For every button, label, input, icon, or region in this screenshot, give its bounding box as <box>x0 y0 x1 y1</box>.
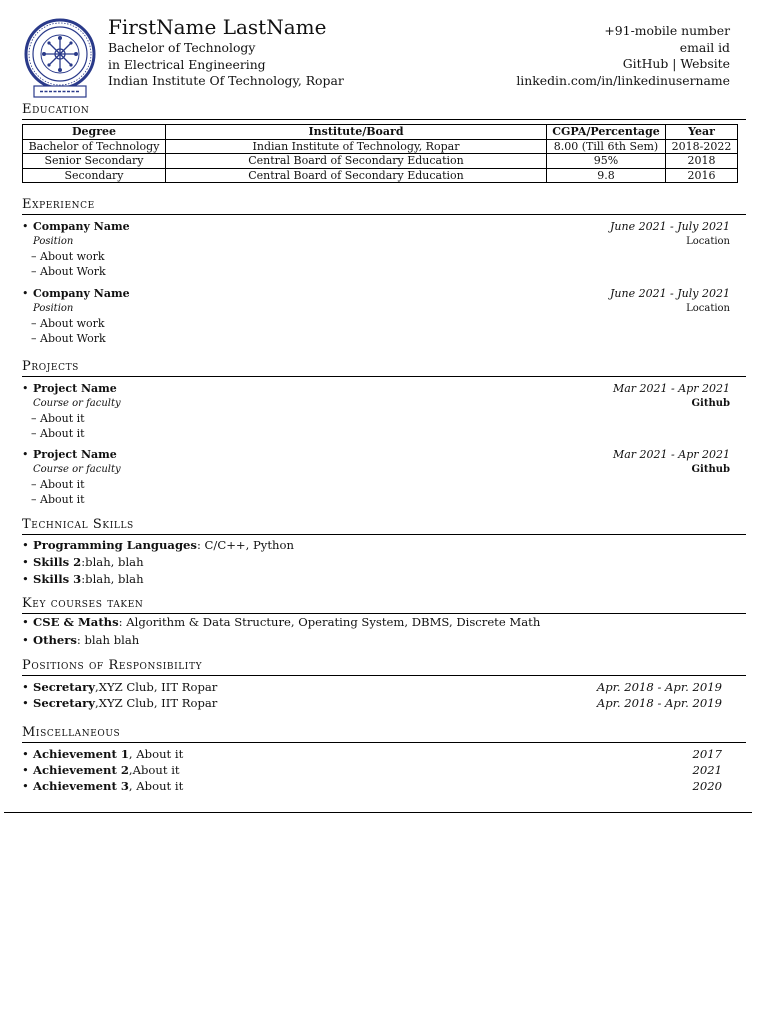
achievement-year: 2017 <box>692 747 722 761</box>
cell-cgpa: 9.8 <box>547 168 666 183</box>
achievement-label: Achievement 3 <box>33 779 129 793</box>
cell-cgpa: 95% <box>547 154 666 169</box>
header-degree: Degree <box>23 125 166 140</box>
project-entry <box>22 447 730 507</box>
company-name: Company Name <box>33 287 130 300</box>
table-row <box>23 139 738 154</box>
bullet-icon: • <box>22 572 29 586</box>
section-heading-education: Education <box>22 101 746 120</box>
bullet-icon: • <box>22 382 29 395</box>
position-dates: Apr. 2018 - Apr. 2019 <box>596 680 722 694</box>
header-education-info <box>108 40 344 90</box>
skill-separator: : <box>81 572 86 586</box>
institute-line: Indian Institute Of Technology, Ropar <box>108 73 344 88</box>
project-point: – About it <box>31 478 85 491</box>
table-row <box>23 154 738 169</box>
position-value: ,XYZ Club, IIT Ropar <box>95 696 218 710</box>
github-link[interactable]: Github <box>691 398 730 409</box>
section-heading-courses: Key courses taken <box>22 595 746 614</box>
position-value: ,XYZ Club, IIT Ropar <box>95 680 218 694</box>
bullet-icon: • <box>22 633 29 647</box>
section-heading-positions: Positions of Responsibility <box>22 657 746 676</box>
project-point: – About it <box>31 427 85 440</box>
list-item <box>22 778 730 794</box>
list-item <box>22 632 730 648</box>
cell-degree: Secondary <box>23 168 166 183</box>
education-table <box>22 124 738 183</box>
github-link[interactable]: Github <box>691 464 730 475</box>
course-label: CSE & Maths <box>33 615 119 629</box>
experience-dates: June 2021 - July 2021 <box>609 287 730 300</box>
education-header-row <box>23 125 738 140</box>
list-item <box>22 614 730 630</box>
achievement-value: ,About it <box>128 763 180 777</box>
bullet-icon: • <box>22 779 29 793</box>
institute-logo <box>20 16 100 100</box>
bullet-icon: • <box>22 680 29 694</box>
skill-label: Skills 3 <box>33 572 82 586</box>
cell-institute: Indian Institute of Technology, Ropar <box>166 139 547 154</box>
position-dates: Apr. 2018 - Apr. 2019 <box>596 696 722 710</box>
bullet-icon: • <box>22 555 29 569</box>
skill-label: Skills 2 <box>33 555 82 569</box>
cell-year: 2016 <box>666 168 738 183</box>
experience-dates: June 2021 - July 2021 <box>609 220 730 233</box>
cell-institute: Central Board of Secondary Education <box>166 168 547 183</box>
achievement-year: 2021 <box>692 763 722 777</box>
list-item <box>22 571 730 587</box>
experience-entry <box>22 219 730 279</box>
position-label: Secretary <box>33 696 96 710</box>
achievement-year: 2020 <box>692 779 722 793</box>
project-point: – About it <box>31 412 85 425</box>
list-item <box>22 554 730 570</box>
bullet-icon: • <box>22 220 29 233</box>
experience-entry <box>22 286 730 346</box>
degree-line: Bachelor of Technology <box>108 40 256 55</box>
section-heading-experience: Experience <box>22 196 746 215</box>
position-title: Position <box>33 236 74 247</box>
work-point: – About Work <box>31 265 106 278</box>
bullet-icon: • <box>22 747 29 761</box>
header-cgpa: CGPA/Percentage <box>547 125 666 140</box>
cell-degree: Senior Secondary <box>23 154 166 169</box>
course-or-faculty: Course or faculty <box>33 398 121 409</box>
table-row <box>23 168 738 183</box>
linkedin-link[interactable]: linkedin.com/in/linkedinusername <box>516 72 730 88</box>
cell-institute: Central Board of Secondary Education <box>166 154 547 169</box>
skill-separator: : <box>196 538 201 552</box>
section-heading-misc: Miscellaneous <box>22 724 746 743</box>
work-point: – About Work <box>31 332 106 345</box>
position-label: Secretary <box>33 680 96 694</box>
project-point: – About it <box>31 493 85 506</box>
section-heading-projects: Projects <box>22 358 746 377</box>
position-title: Position <box>33 303 74 314</box>
skill-value: C/C++, Python <box>200 538 294 552</box>
skill-separator: : <box>81 555 86 569</box>
bullet-icon: • <box>22 287 29 300</box>
project-entry <box>22 381 730 441</box>
section-heading-skills: Technical Skills <box>22 516 746 535</box>
candidate-name: FirstName LastName <box>108 15 327 39</box>
branch-line: in Electrical Engineering <box>108 56 266 72</box>
project-dates: Mar 2021 - Apr 2021 <box>612 382 730 395</box>
skill-label: Programming Languages <box>33 538 197 552</box>
achievement-label: Achievement 1 <box>33 747 129 761</box>
header-institute: Institute/Board <box>166 125 547 140</box>
work-point: – About work <box>31 317 105 330</box>
cell-year: 2018-2022 <box>666 139 738 154</box>
list-item <box>22 695 730 711</box>
course-separator: : <box>76 633 81 647</box>
company-name: Company Name <box>33 220 130 233</box>
cell-cgpa: 8.00 (Till 6th Sem) <box>547 139 666 154</box>
course-or-faculty: Course or faculty <box>33 464 121 475</box>
skill-value: blah, blah <box>85 555 144 569</box>
project-name: Project Name <box>33 448 117 461</box>
achievement-label: Achievement 2 <box>33 763 129 777</box>
list-item <box>22 537 730 553</box>
work-point: – About work <box>31 250 105 263</box>
course-value: Algorithm & Data Structure, Operating System, DBMS, Discrete Math <box>122 615 541 629</box>
location: Location <box>686 236 730 247</box>
achievement-value: , About it <box>128 747 184 761</box>
bottom-divider <box>4 812 752 813</box>
course-separator: : <box>118 615 123 629</box>
achievement-value: , About it <box>128 779 184 793</box>
course-value: blah blah <box>80 633 140 647</box>
cell-degree: Bachelor of Technology <box>23 139 166 154</box>
list-item <box>22 762 730 778</box>
github-website-links[interactable]: GitHub | Website <box>622 56 730 71</box>
skill-value: blah, blah <box>85 572 144 586</box>
cell-year: 2018 <box>666 154 738 169</box>
email-link[interactable]: email id <box>679 39 730 55</box>
list-item <box>22 746 730 762</box>
project-dates: Mar 2021 - Apr 2021 <box>612 448 730 461</box>
header-contact-info <box>516 23 730 89</box>
bullet-icon: • <box>22 696 29 710</box>
bullet-icon: • <box>22 615 29 629</box>
bullet-icon: • <box>22 538 29 552</box>
header-year: Year <box>666 125 738 140</box>
project-name: Project Name <box>33 382 117 395</box>
course-label: Others <box>33 633 77 647</box>
phone-number: +91-mobile number <box>604 23 730 38</box>
bullet-icon: • <box>22 763 29 777</box>
list-item <box>22 679 730 695</box>
location: Location <box>686 303 730 314</box>
bullet-icon: • <box>22 448 29 461</box>
